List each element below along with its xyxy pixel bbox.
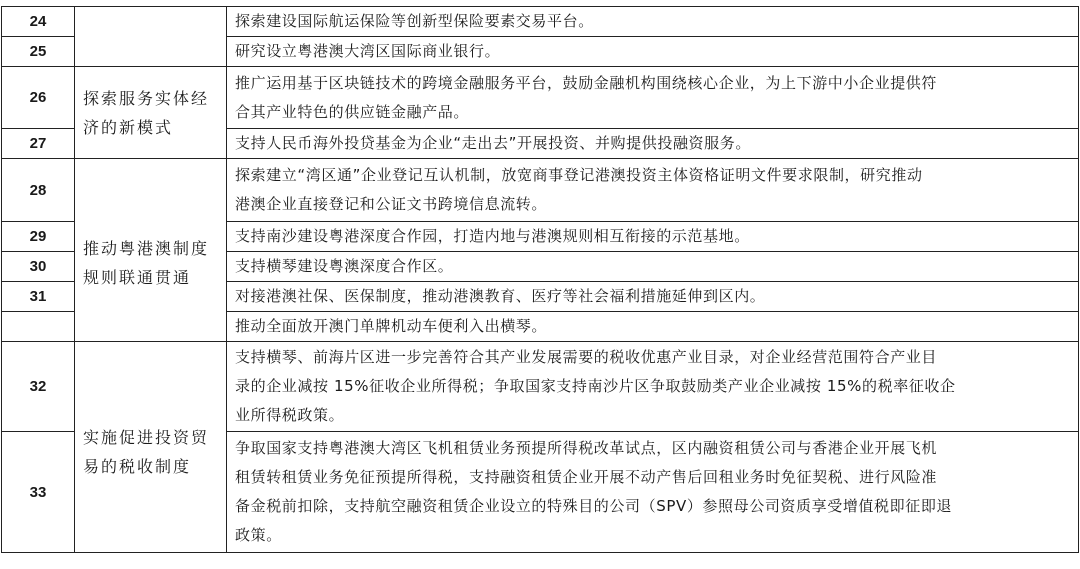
row-description: 对接港澳社保、医保制度，推动港澳教育、医疗等社会福利措施延伸到区内。 [227, 282, 1079, 312]
row-number: 33 [2, 432, 75, 553]
description-line: 合其产业特色的供应链金融产品。 [235, 102, 470, 121]
category-cell [75, 67, 227, 159]
description-line: 支持横琴、前海片区进一步完善符合其产业发展需要的税收优惠产业目录，对企业经营范围符合产业目 [235, 348, 938, 366]
table-row [2, 67, 1079, 129]
category-line: 济的新模式 [83, 117, 174, 137]
description-line: 租赁转租赁业务免征预提所得税，支持融资租赁企业开展不动产售后回租业务时免征契税、进行风险准 [235, 468, 938, 486]
row-description [227, 342, 1079, 432]
row-number: 31 [2, 282, 75, 312]
row-number: 25 [2, 37, 75, 67]
row-description [227, 67, 1079, 129]
row-number: 28 [2, 159, 75, 222]
description-line: 备金税前扣除，支持航空融资租赁企业设立的特殊目的公司（SPV）参照母公司资质享受增值税即征即退 [235, 497, 953, 515]
row-number: 32 [2, 342, 75, 432]
row-description: 支持南沙建设粤港深度合作园，打造内地与港澳规则相互衔接的示范基地。 [227, 222, 1079, 252]
category-line: 规则联通贯通 [83, 268, 192, 287]
table-row [2, 342, 1079, 432]
row-number: 24 [2, 7, 75, 37]
category-cell [75, 159, 227, 342]
description-line: 录的企业减按 15%征收企业所得税；争取国家支持南沙片区争取鼓励类产业企业减按 15%的税率征收企 [235, 377, 956, 395]
description-line: 业所得税政策。 [235, 406, 345, 424]
category-line: 推动粤港澳制度 [83, 239, 210, 258]
row-description: 支持横琴建设粤澳深度合作区。 [227, 252, 1079, 282]
row-description [227, 159, 1079, 222]
row-description [227, 432, 1079, 553]
category-cell-empty [75, 7, 227, 67]
row-number: 27 [2, 129, 75, 159]
description-line: 港澳企业直接登记和公证文书跨境信息流转。 [235, 195, 548, 213]
category-line: 探索服务实体经 [83, 88, 210, 108]
category-line: 实施促进投资贸 [83, 428, 210, 447]
description-line: 探索建立“湾区通”企业登记互认机制，放宽商事登记港澳投资主体资格证明文件要求限制，研究推动 [235, 166, 923, 184]
row-description: 研究设立粤港澳大湾区国际商业银行。 [227, 37, 1079, 67]
row-description: 推动全面放开澳门单牌机动车便利入出横琴。 [227, 312, 1079, 342]
row-number [2, 312, 75, 342]
row-number: 30 [2, 252, 75, 282]
policy-table [1, 6, 1079, 553]
description-line: 争取国家支持粤港澳大湾区飞机租赁业务预提所得税改革试点，区内融资租赁公司与香港企业开展飞机 [235, 439, 938, 457]
category-line: 易的税收制度 [83, 457, 192, 476]
category-cell [75, 342, 227, 553]
row-description: 探索建设国际航运保险等创新型保险要素交易平台。 [227, 7, 1079, 37]
table-row [2, 7, 1079, 37]
row-description: 支持人民币海外投贷基金为企业“走出去”开展投资、并购提供投融资服务。 [227, 129, 1079, 159]
description-line: 政策。 [235, 526, 282, 544]
description-line: 推广运用基于区块链技术的跨境金融服务平台，鼓励金融机构围绕核心企业，为上下游中小企业提供符 [235, 73, 938, 92]
row-number: 26 [2, 67, 75, 129]
table-row [2, 159, 1079, 222]
row-number: 29 [2, 222, 75, 252]
